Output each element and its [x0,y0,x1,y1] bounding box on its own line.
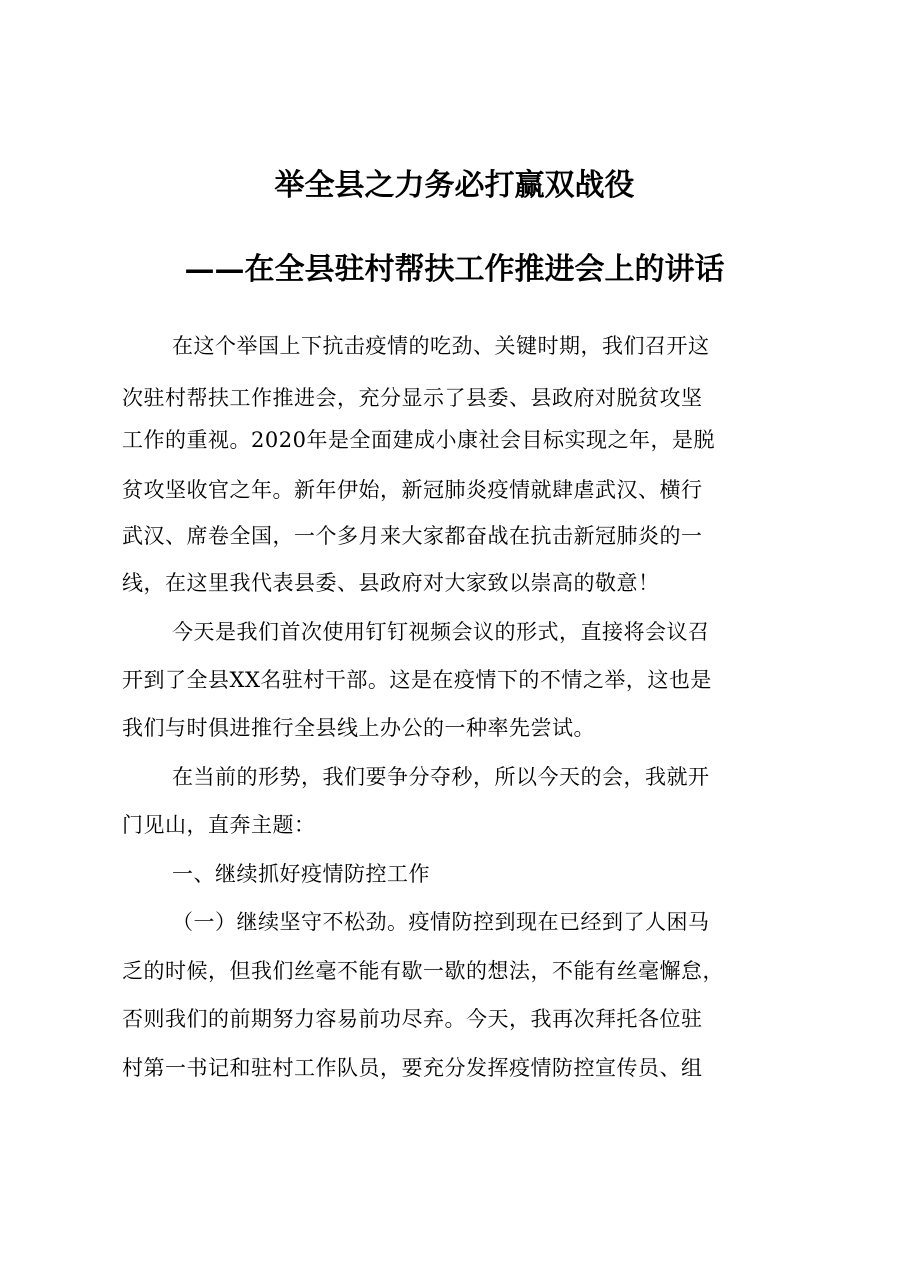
body-line: 线，在这里我代表县委、县政府对大家致以崇高的敬意！ [122,571,660,595]
body-line: 贫攻坚收官之年。新年伊始，新冠肺炎疫情就肆虐武汉、横行 [122,478,703,502]
body-line: 开到了全县XX名驻村干部。这是在疫情下的不情之举，这也是 [122,668,712,692]
document-subtitle: ——在全县驻村帮扶工作推进会上的讲话 [184,252,725,287]
section-heading: 一、继续抓好疫情防控工作 [172,862,430,886]
body-line: 村第一书记和驻村工作队员，要充分发挥疫情防控宣传员、组 [122,1056,703,1080]
body-line: 在当前的形势，我们要争分夺秒，所以今天的会，我就开 [172,765,710,789]
body-line: 我们与时俱进推行全县线上办公的一种率先尝试。 [122,716,595,740]
body-line: 在这个举国上下抗击疫情的吃劲、关键时期，我们召开这 [172,334,710,358]
body-line: （一）继续坚守不松劲。疫情防控到现在已经到了人困马 [172,910,710,934]
body-line: 乏的时候，但我们丝毫不能有歇一歇的想法，不能有丝毫懈怠， [122,959,724,983]
body-line: 次驻村帮扶工作推进会，充分显示了县委、县政府对脱贫攻坚 [122,386,703,410]
body-line: 今天是我们首次使用钉钉视频会议的形式，直接将会议召 [172,620,710,644]
body-line: 工作的重视。2020年是全面建成小康社会目标实现之年，是脱 [122,428,715,452]
body-line: 门见山，直奔主题： [122,813,316,837]
body-line: 武汉、席卷全国，一个多月来大家都奋战在抗击新冠肺炎的一 [122,524,703,548]
document-title: 举全县之力务必打赢双战役 [274,168,635,203]
body-line: 否则我们的前期努力容易前功尽弃。今天，我再次拜托各位驻 [122,1007,703,1031]
